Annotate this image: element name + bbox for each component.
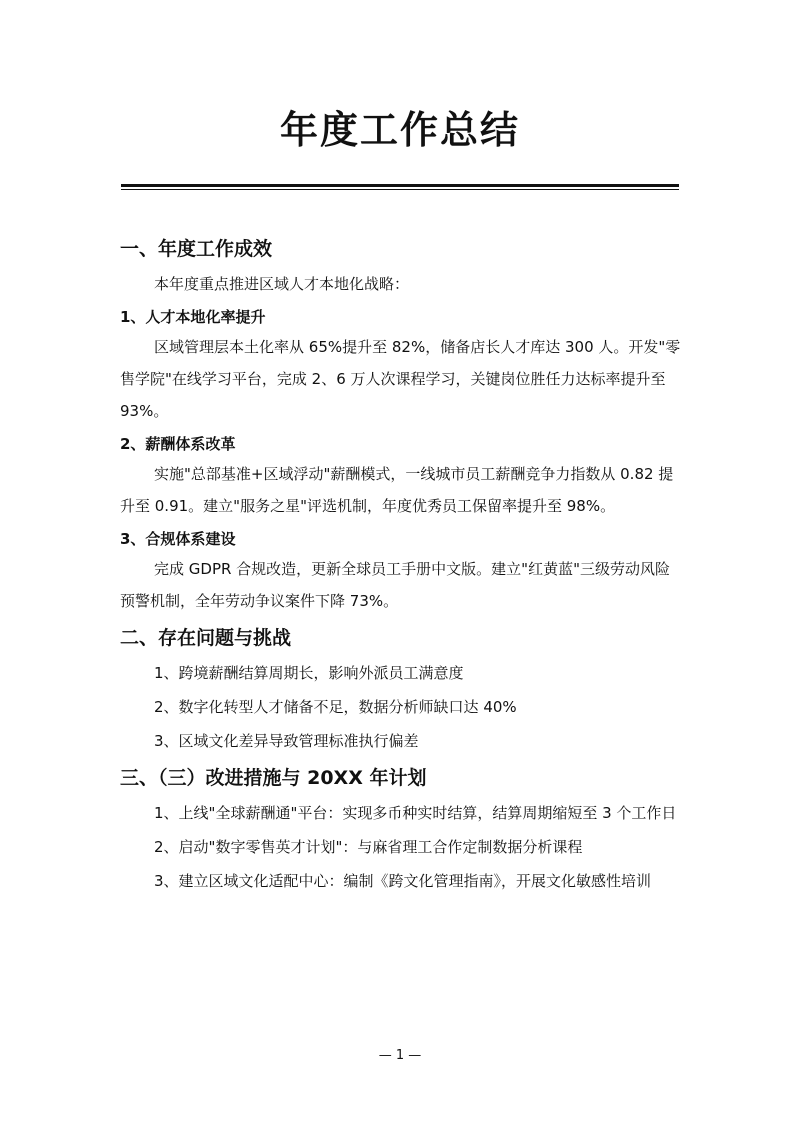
challenge-item: 2、数字化转型人才储备不足，数据分析师缺口达 40% [154,698,517,716]
title-rule-thick [121,184,679,187]
subsection-text-compliance: 完成 GDPR 合规改造，更新全球员工手册中文版。建立"红黄蓝"三级劳动风险预警机制，全年劳动争议案件下降 73%。 [120,560,670,610]
subsection-heading-compliance: 3、合规体系建设 [120,530,236,548]
plan-item: 1、上线"全球薪酬通"平台：实现多币种实时结算，结算周期缩短至 3 个工作日 [154,804,677,822]
plan-item: 2、启动"数字零售英才计划"：与麻省理工合作定制数据分析课程 [154,838,583,856]
section-heading-challenges: 二、存在问题与挑战 [120,627,292,649]
document-body [120,228,682,899]
subsection-heading-compensation: 2、薪酬体系改革 [120,435,236,453]
subsection-text-localization: 区域管理层本土化率从 65%提升至 82%，储备店长人才库达 300 人。开发"零售学院"在线学习平台，完成 2、6 万人次课程学习，关键岗位胜任力达标率提升至 93%。 [120,338,681,420]
title-rule-thin [121,189,679,190]
challenge-item: 3、区域文化差异导致管理标准执行偏差 [154,732,419,750]
challenge-item: 1、跨境薪酬结算周期长，影响外派员工满意度 [154,664,464,682]
page-number: — 1 — [378,1048,422,1063]
subsection-text-compensation: 实施"总部基准+区域浮动"薪酬模式，一线城市员工薪酬竞争力指数从 0.82 提升至 0.91。建立"服务之星"评选机制，年度优秀员工保留率提升至 98%。 [120,465,674,515]
section-heading-plan: 三、（三）改进措施与 20XX 年计划 [120,767,427,789]
subsection-heading-localization: 1、人才本地化率提升 [120,308,266,326]
plan-item: 3、建立区域文化适配中心：编制《跨文化管理指南》，开展文化敏感性培训 [154,872,652,890]
section-heading-achievements: 一、年度工作成效 [120,238,273,260]
document-title: 年度工作总结 [279,108,520,152]
section-intro: 本年度重点推进区域人才本地化战略： [154,275,410,293]
